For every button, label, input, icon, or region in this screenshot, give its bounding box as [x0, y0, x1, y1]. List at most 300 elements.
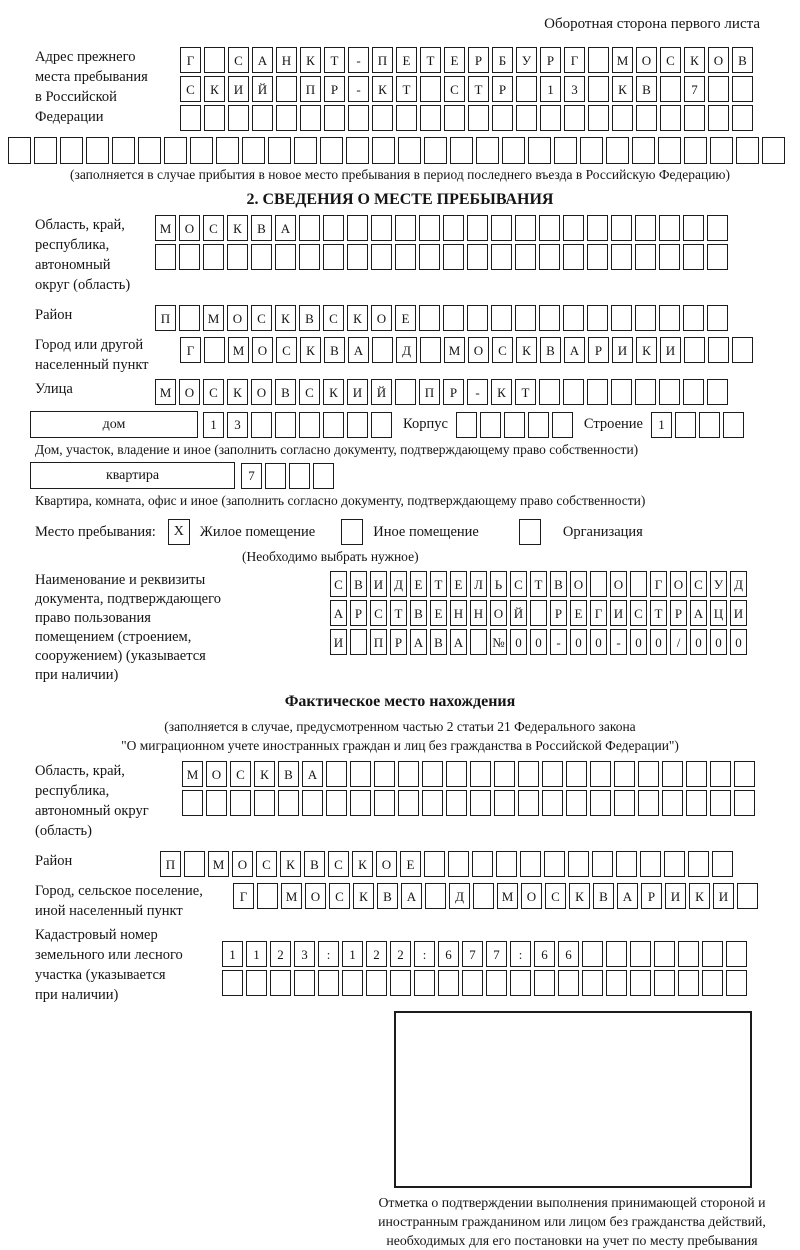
char-box: Р	[350, 600, 367, 626]
char-box	[222, 970, 243, 996]
char-box	[587, 379, 608, 405]
char-box: М	[182, 761, 203, 787]
char-box: С	[510, 571, 527, 597]
label-line: Город, сельское поселение,	[35, 883, 203, 899]
char-box	[179, 244, 200, 270]
cadastre-row-2	[222, 970, 750, 996]
char-box	[732, 337, 753, 363]
char-box: И	[330, 629, 347, 655]
char-box: А	[401, 883, 422, 909]
char-box: А	[348, 337, 369, 363]
char-box	[708, 105, 729, 131]
char-box	[320, 137, 343, 164]
document-row-1	[330, 571, 750, 597]
label-line: право пользования	[35, 610, 151, 626]
char-box	[708, 76, 729, 102]
char-box	[606, 137, 629, 164]
char-box	[204, 337, 225, 363]
char-box: 0	[730, 629, 747, 655]
actual-city-label	[0, 881, 233, 921]
char-box: 7	[486, 941, 507, 967]
char-box	[504, 412, 525, 438]
char-box	[528, 137, 551, 164]
char-box	[588, 76, 609, 102]
label-line: республика,	[35, 237, 110, 253]
char-box: П	[160, 851, 181, 877]
char-box	[302, 790, 323, 816]
char-box	[659, 379, 680, 405]
stay-type-note: (Необходимо выбрать нужное)	[242, 549, 419, 564]
char-box: А	[275, 215, 296, 241]
char-box: С	[256, 851, 277, 877]
stay-checkbox-other	[341, 519, 363, 545]
char-box	[86, 137, 109, 164]
char-box	[299, 244, 320, 270]
label-line: в Российской	[35, 89, 117, 105]
label-line: места пребывания	[35, 69, 148, 85]
char-box	[446, 761, 467, 787]
char-box: В	[540, 337, 561, 363]
char-box	[467, 215, 488, 241]
char-box: Г	[590, 600, 607, 626]
char-box	[480, 412, 501, 438]
char-box: Р	[641, 883, 662, 909]
house-note: Дом, участок, владение и иное (заполнить согласно документу, подтверждающему право собственности)	[35, 442, 639, 457]
char-box	[515, 244, 536, 270]
char-box: /	[670, 629, 687, 655]
char-box: С	[276, 337, 297, 363]
char-box	[396, 105, 417, 131]
char-box	[299, 215, 320, 241]
char-box: Н	[450, 600, 467, 626]
char-box	[420, 76, 441, 102]
char-box	[702, 970, 723, 996]
char-box	[424, 851, 445, 877]
region-grid	[155, 215, 731, 273]
char-box: Е	[444, 47, 465, 73]
actual-location-note	[0, 717, 800, 755]
char-box	[371, 244, 392, 270]
char-box	[414, 970, 435, 996]
actual-region-label	[0, 761, 182, 841]
char-box	[539, 305, 560, 331]
char-box	[425, 883, 446, 909]
char-box	[443, 305, 464, 331]
char-box: 0	[530, 629, 547, 655]
stay-option-organization-label: Организация	[562, 523, 643, 540]
char-box	[732, 105, 753, 131]
actual-city-row	[233, 883, 761, 909]
prev-address-row-3	[180, 105, 756, 131]
document-row-2	[330, 600, 750, 626]
char-box: В	[377, 883, 398, 909]
char-box: К	[275, 305, 296, 331]
char-box: В	[278, 761, 299, 787]
char-box: К	[569, 883, 590, 909]
char-box	[590, 790, 611, 816]
prev-address-note: (заполняется в случае прибытия в новое место пребывания в период последнего въезда в Российскую Федерацию)	[69, 167, 731, 182]
char-box: С	[203, 215, 224, 241]
char-box: 3	[294, 941, 315, 967]
char-box: Т	[420, 47, 441, 73]
char-box	[580, 137, 603, 164]
region-row-2	[155, 244, 731, 270]
char-box: О	[252, 337, 273, 363]
char-box: К	[372, 76, 393, 102]
char-box	[254, 790, 275, 816]
char-box	[659, 215, 680, 241]
actual-location-title: Фактическое место нахождения	[284, 693, 516, 710]
char-box: 3	[227, 412, 248, 438]
actual-district-row	[160, 851, 736, 877]
char-box	[587, 305, 608, 331]
char-box	[734, 790, 755, 816]
char-box: И	[347, 379, 368, 405]
char-box	[491, 215, 512, 241]
char-box: О	[670, 571, 687, 597]
char-box: 1	[540, 76, 561, 102]
char-box	[636, 105, 657, 131]
char-box	[348, 105, 369, 131]
char-box	[398, 790, 419, 816]
char-box: О	[521, 883, 542, 909]
char-box	[540, 105, 561, 131]
char-box: 1	[203, 412, 224, 438]
char-box	[494, 790, 515, 816]
char-box: :	[414, 941, 435, 967]
char-box	[587, 215, 608, 241]
label-line: "О миграционном учете иностранных граждан и лиц без гражданства в Российской Федерации")	[121, 738, 679, 753]
label-line: участка (указывается	[35, 967, 166, 983]
char-box	[635, 244, 656, 270]
char-box	[374, 790, 395, 816]
char-box	[299, 412, 320, 438]
char-box	[726, 970, 747, 996]
region-row-1	[155, 215, 731, 241]
char-box: С	[330, 571, 347, 597]
char-box: А	[330, 600, 347, 626]
char-box	[230, 790, 251, 816]
char-box: Е	[570, 600, 587, 626]
char-box	[684, 105, 705, 131]
char-box: К	[227, 215, 248, 241]
char-box	[491, 305, 512, 331]
char-box	[688, 851, 709, 877]
char-box	[606, 941, 627, 967]
char-box: П	[300, 76, 321, 102]
label-line: (область)	[35, 823, 92, 839]
char-box: П	[155, 305, 176, 331]
label-line: иной населенный пункт	[35, 903, 183, 919]
char-box: Р	[443, 379, 464, 405]
confirmation-stamp-box	[394, 1011, 752, 1188]
char-box: В	[350, 571, 367, 597]
char-box: В	[410, 600, 427, 626]
char-box	[732, 76, 753, 102]
char-box: М	[228, 337, 249, 363]
char-box: -	[550, 629, 567, 655]
char-box	[164, 137, 187, 164]
char-box	[347, 244, 368, 270]
char-box: 2	[390, 941, 411, 967]
apartment-widebox: квартира	[30, 462, 235, 489]
char-box: К	[353, 883, 374, 909]
city-row	[180, 337, 756, 363]
char-box: О	[251, 379, 272, 405]
confirmation-area	[352, 1011, 792, 1250]
char-box	[275, 244, 296, 270]
char-box	[398, 761, 419, 787]
char-box: Е	[410, 571, 427, 597]
char-box	[611, 379, 632, 405]
char-box	[611, 215, 632, 241]
label-line: населенный пункт	[35, 357, 149, 373]
district-label: Район	[35, 307, 73, 323]
char-box	[203, 244, 224, 270]
char-box	[726, 941, 747, 967]
char-box	[190, 137, 213, 164]
char-box: С	[230, 761, 251, 787]
char-box	[366, 970, 387, 996]
char-box: Д	[449, 883, 470, 909]
char-box	[632, 137, 655, 164]
char-box	[206, 790, 227, 816]
actual-region-row-1	[182, 761, 758, 787]
char-box	[542, 761, 563, 787]
apartment-row	[30, 462, 800, 489]
actual-district-field	[0, 851, 800, 877]
char-box	[606, 970, 627, 996]
char-box: М	[444, 337, 465, 363]
char-box: -	[348, 76, 369, 102]
prev-address-field	[0, 47, 800, 134]
label-line: Федерации	[35, 109, 104, 125]
char-box: К	[227, 379, 248, 405]
char-box	[350, 761, 371, 787]
char-box: Т	[515, 379, 536, 405]
label-line: Город или другой	[35, 337, 144, 353]
char-box	[204, 105, 225, 131]
char-box: С	[328, 851, 349, 877]
char-box	[630, 571, 647, 597]
char-box: М	[281, 883, 302, 909]
char-box	[419, 305, 440, 331]
char-box	[419, 215, 440, 241]
char-box	[675, 412, 696, 438]
char-box	[476, 137, 499, 164]
char-box: Н	[276, 47, 297, 73]
char-box: А	[302, 761, 323, 787]
char-box: Е	[395, 305, 416, 331]
char-box	[710, 761, 731, 787]
actual-region-field	[0, 761, 800, 841]
char-box	[462, 970, 483, 996]
char-box	[467, 244, 488, 270]
label-line: автономный округ	[35, 803, 149, 819]
char-box: С	[660, 47, 681, 73]
char-box	[494, 761, 515, 787]
char-box: О	[570, 571, 587, 597]
char-box	[420, 105, 441, 131]
char-box: А	[252, 47, 273, 73]
char-box	[592, 851, 613, 877]
char-box	[246, 970, 267, 996]
actual-city-field	[0, 881, 800, 921]
char-box	[566, 790, 587, 816]
char-box: Р	[468, 47, 489, 73]
char-box: 0	[710, 629, 727, 655]
char-box	[324, 105, 345, 131]
char-box	[374, 761, 395, 787]
char-box	[588, 47, 609, 73]
char-box	[300, 105, 321, 131]
char-box	[707, 244, 728, 270]
page-side-note: Оборотная сторона первого листа	[544, 16, 760, 32]
char-box	[491, 244, 512, 270]
char-box	[678, 941, 699, 967]
char-box: 7	[684, 76, 705, 102]
char-box: Г	[180, 47, 201, 73]
char-box: О	[232, 851, 253, 877]
char-box	[446, 790, 467, 816]
actual-region-grid	[182, 761, 758, 819]
char-box: М	[497, 883, 518, 909]
char-box	[518, 790, 539, 816]
char-box: М	[612, 47, 633, 73]
char-box	[635, 215, 656, 241]
stay-checkbox-organization	[519, 519, 541, 545]
char-box	[699, 412, 720, 438]
char-box: Г	[180, 337, 201, 363]
char-box	[486, 970, 507, 996]
char-box	[736, 137, 759, 164]
char-box	[611, 244, 632, 270]
char-box: Т	[650, 600, 667, 626]
apartment-note: Квартира, комната, офис и иное (заполнить согласно документу, подтверждающему право собственности)	[35, 493, 646, 508]
char-box: И	[228, 76, 249, 102]
cadastre-label	[0, 925, 222, 1005]
char-box	[422, 761, 443, 787]
char-box: -	[348, 47, 369, 73]
char-box	[528, 412, 549, 438]
char-box: Д	[730, 571, 747, 597]
char-box	[614, 790, 635, 816]
char-box: Б	[492, 47, 513, 73]
char-box: К	[300, 337, 321, 363]
cadastre-grid	[222, 925, 750, 999]
char-box	[539, 379, 560, 405]
char-box: К	[684, 47, 705, 73]
char-box	[492, 105, 513, 131]
char-box	[318, 970, 339, 996]
char-box	[707, 379, 728, 405]
char-box	[289, 463, 310, 489]
char-box	[467, 305, 488, 331]
char-box	[552, 412, 573, 438]
char-box: 0	[690, 629, 707, 655]
char-box: В	[324, 337, 345, 363]
char-box	[707, 305, 728, 331]
char-box	[635, 379, 656, 405]
char-box	[323, 412, 344, 438]
char-box: Г	[233, 883, 254, 909]
page	[0, 16, 800, 1250]
city-label	[0, 335, 180, 375]
char-box	[588, 105, 609, 131]
char-box: В	[251, 215, 272, 241]
char-box	[542, 790, 563, 816]
label-line: автономный	[35, 257, 111, 273]
char-box	[470, 790, 491, 816]
char-box	[590, 571, 607, 597]
char-box	[313, 463, 334, 489]
char-box	[294, 970, 315, 996]
char-box	[518, 761, 539, 787]
char-box: В	[593, 883, 614, 909]
char-box	[278, 790, 299, 816]
char-box	[684, 137, 707, 164]
char-box: О	[179, 379, 200, 405]
char-box: :	[318, 941, 339, 967]
char-box	[228, 105, 249, 131]
char-box: В	[299, 305, 320, 331]
label-line: документа, подтверждающего	[35, 591, 221, 607]
char-box	[654, 941, 675, 967]
char-box	[371, 412, 392, 438]
char-box	[468, 105, 489, 131]
char-box: С	[323, 305, 344, 331]
char-box: Е	[430, 600, 447, 626]
char-box: И	[713, 883, 734, 909]
apartment-cells	[241, 463, 337, 489]
stay-checkbox-residential: X	[168, 519, 190, 545]
char-box	[276, 105, 297, 131]
label-line: при наличии)	[35, 987, 119, 1003]
char-box	[683, 305, 704, 331]
char-box	[654, 970, 675, 996]
char-box	[155, 244, 176, 270]
char-box	[347, 215, 368, 241]
house-widebox: дом	[30, 411, 198, 438]
char-box: К	[347, 305, 368, 331]
section2-title: 2. СВЕДЕНИЯ О МЕСТЕ ПРЕБЫВАНИЯ	[246, 191, 554, 208]
prev-address-grid	[180, 47, 756, 134]
char-box	[678, 970, 699, 996]
char-box	[216, 137, 239, 164]
char-box	[539, 215, 560, 241]
char-box	[707, 215, 728, 241]
char-box: Д	[396, 337, 417, 363]
char-box: П	[372, 47, 393, 73]
cadastre-row-1	[222, 941, 750, 967]
char-box: Т	[430, 571, 447, 597]
char-box	[737, 883, 758, 909]
char-box	[611, 305, 632, 331]
char-box	[268, 137, 291, 164]
char-box: С	[545, 883, 566, 909]
char-box	[683, 379, 704, 405]
char-box	[204, 47, 225, 73]
region-field	[0, 215, 800, 295]
char-box: Й	[510, 600, 527, 626]
char-box: -	[610, 629, 627, 655]
char-box: 0	[590, 629, 607, 655]
char-box: 2	[270, 941, 291, 967]
char-box	[520, 851, 541, 877]
char-box: Р	[540, 47, 561, 73]
char-box: Е	[450, 571, 467, 597]
char-box	[251, 412, 272, 438]
